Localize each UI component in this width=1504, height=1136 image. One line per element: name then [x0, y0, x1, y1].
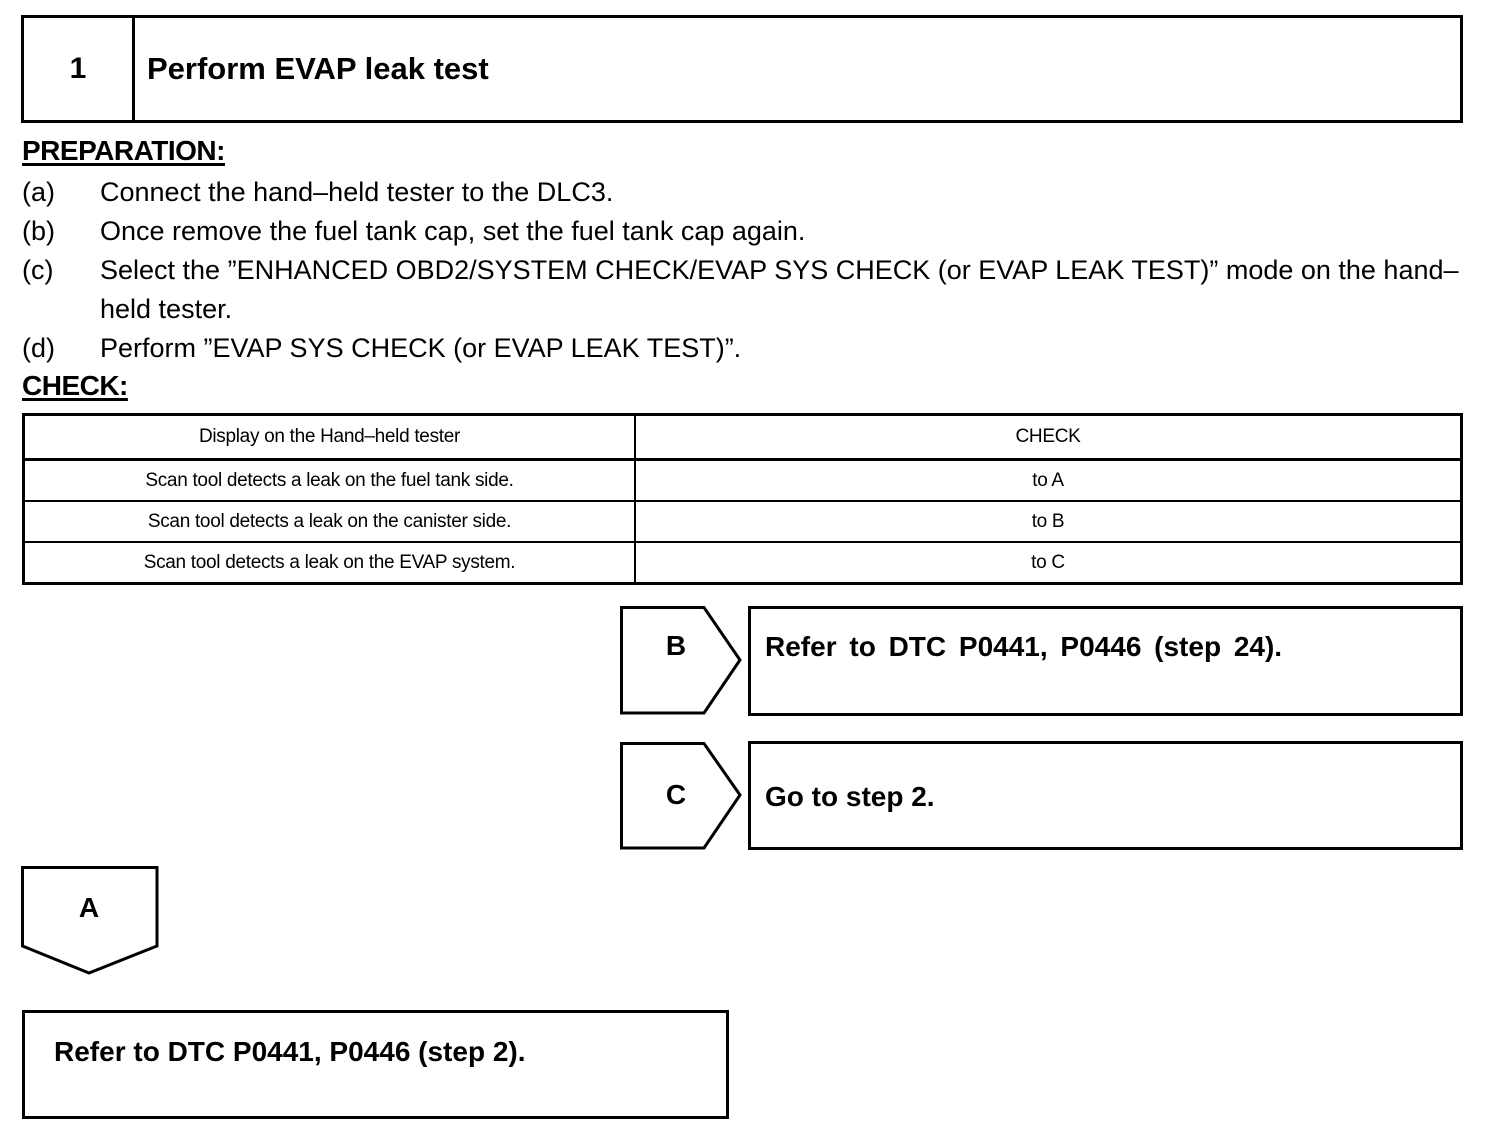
list-item	[22, 173, 1472, 212]
preparation-list	[22, 173, 1472, 368]
step-header	[21, 15, 1463, 123]
step-number: 1	[24, 18, 135, 120]
branch-a	[21, 866, 161, 978]
branch-b-result: Refer to DTC P0441, P0446 (step 24).	[748, 606, 1463, 716]
list-item	[22, 251, 1472, 329]
table-header-cell: CHECK	[635, 415, 1462, 460]
list-item-text: Select the ”ENHANCED OBD2/SYSTEM CHECK/EVAP SYS CHECK (or EVAP LEAK TEST)” mode on the hand–held tester.	[100, 255, 1459, 324]
table-row	[24, 460, 1462, 502]
table-cell: Scan tool detects a leak on the canister side.	[24, 501, 636, 542]
table-header-cell: Display on the Hand–held tester	[24, 415, 636, 460]
list-item-text: Connect the hand–held tester to the DLC3.	[100, 177, 614, 207]
check-table	[22, 413, 1463, 585]
table-cell: to B	[635, 501, 1462, 542]
branch-a-label: A	[78, 892, 100, 923]
list-item-text: Perform ”EVAP SYS CHECK (or EVAP LEAK TEST)”.	[100, 333, 742, 363]
check-heading: CHECK:	[22, 370, 128, 401]
table-cell: Scan tool detects a leak on the EVAP system.	[24, 542, 636, 584]
table-header-row	[24, 415, 1462, 460]
step-title: Perform EVAP leak test	[147, 51, 489, 86]
list-item	[22, 329, 1472, 368]
list-item-marker: (c)	[22, 255, 54, 285]
table-row	[24, 542, 1462, 584]
branch-b	[620, 606, 744, 716]
branch-b-label: B	[665, 630, 687, 661]
table-cell: to A	[635, 460, 1462, 502]
branch-c	[620, 742, 744, 850]
list-item-marker: (b)	[22, 216, 55, 246]
list-item	[22, 212, 1472, 251]
preparation-heading: PREPARATION:	[22, 135, 225, 166]
branch-c-result: Go to step 2.	[748, 741, 1463, 850]
list-item-text: Once remove the fuel tank cap, set the fuel tank cap again.	[100, 216, 806, 246]
table-row	[24, 501, 1462, 542]
table-cell: Scan tool detects a leak on the fuel tank side.	[24, 460, 636, 502]
list-item-marker: (d)	[22, 333, 55, 363]
table-cell: to C	[635, 542, 1462, 584]
branch-c-label: C	[665, 779, 687, 810]
list-item-marker: (a)	[22, 177, 55, 207]
branch-a-result: Refer to DTC P0441, P0446 (step 2).	[22, 1010, 729, 1119]
